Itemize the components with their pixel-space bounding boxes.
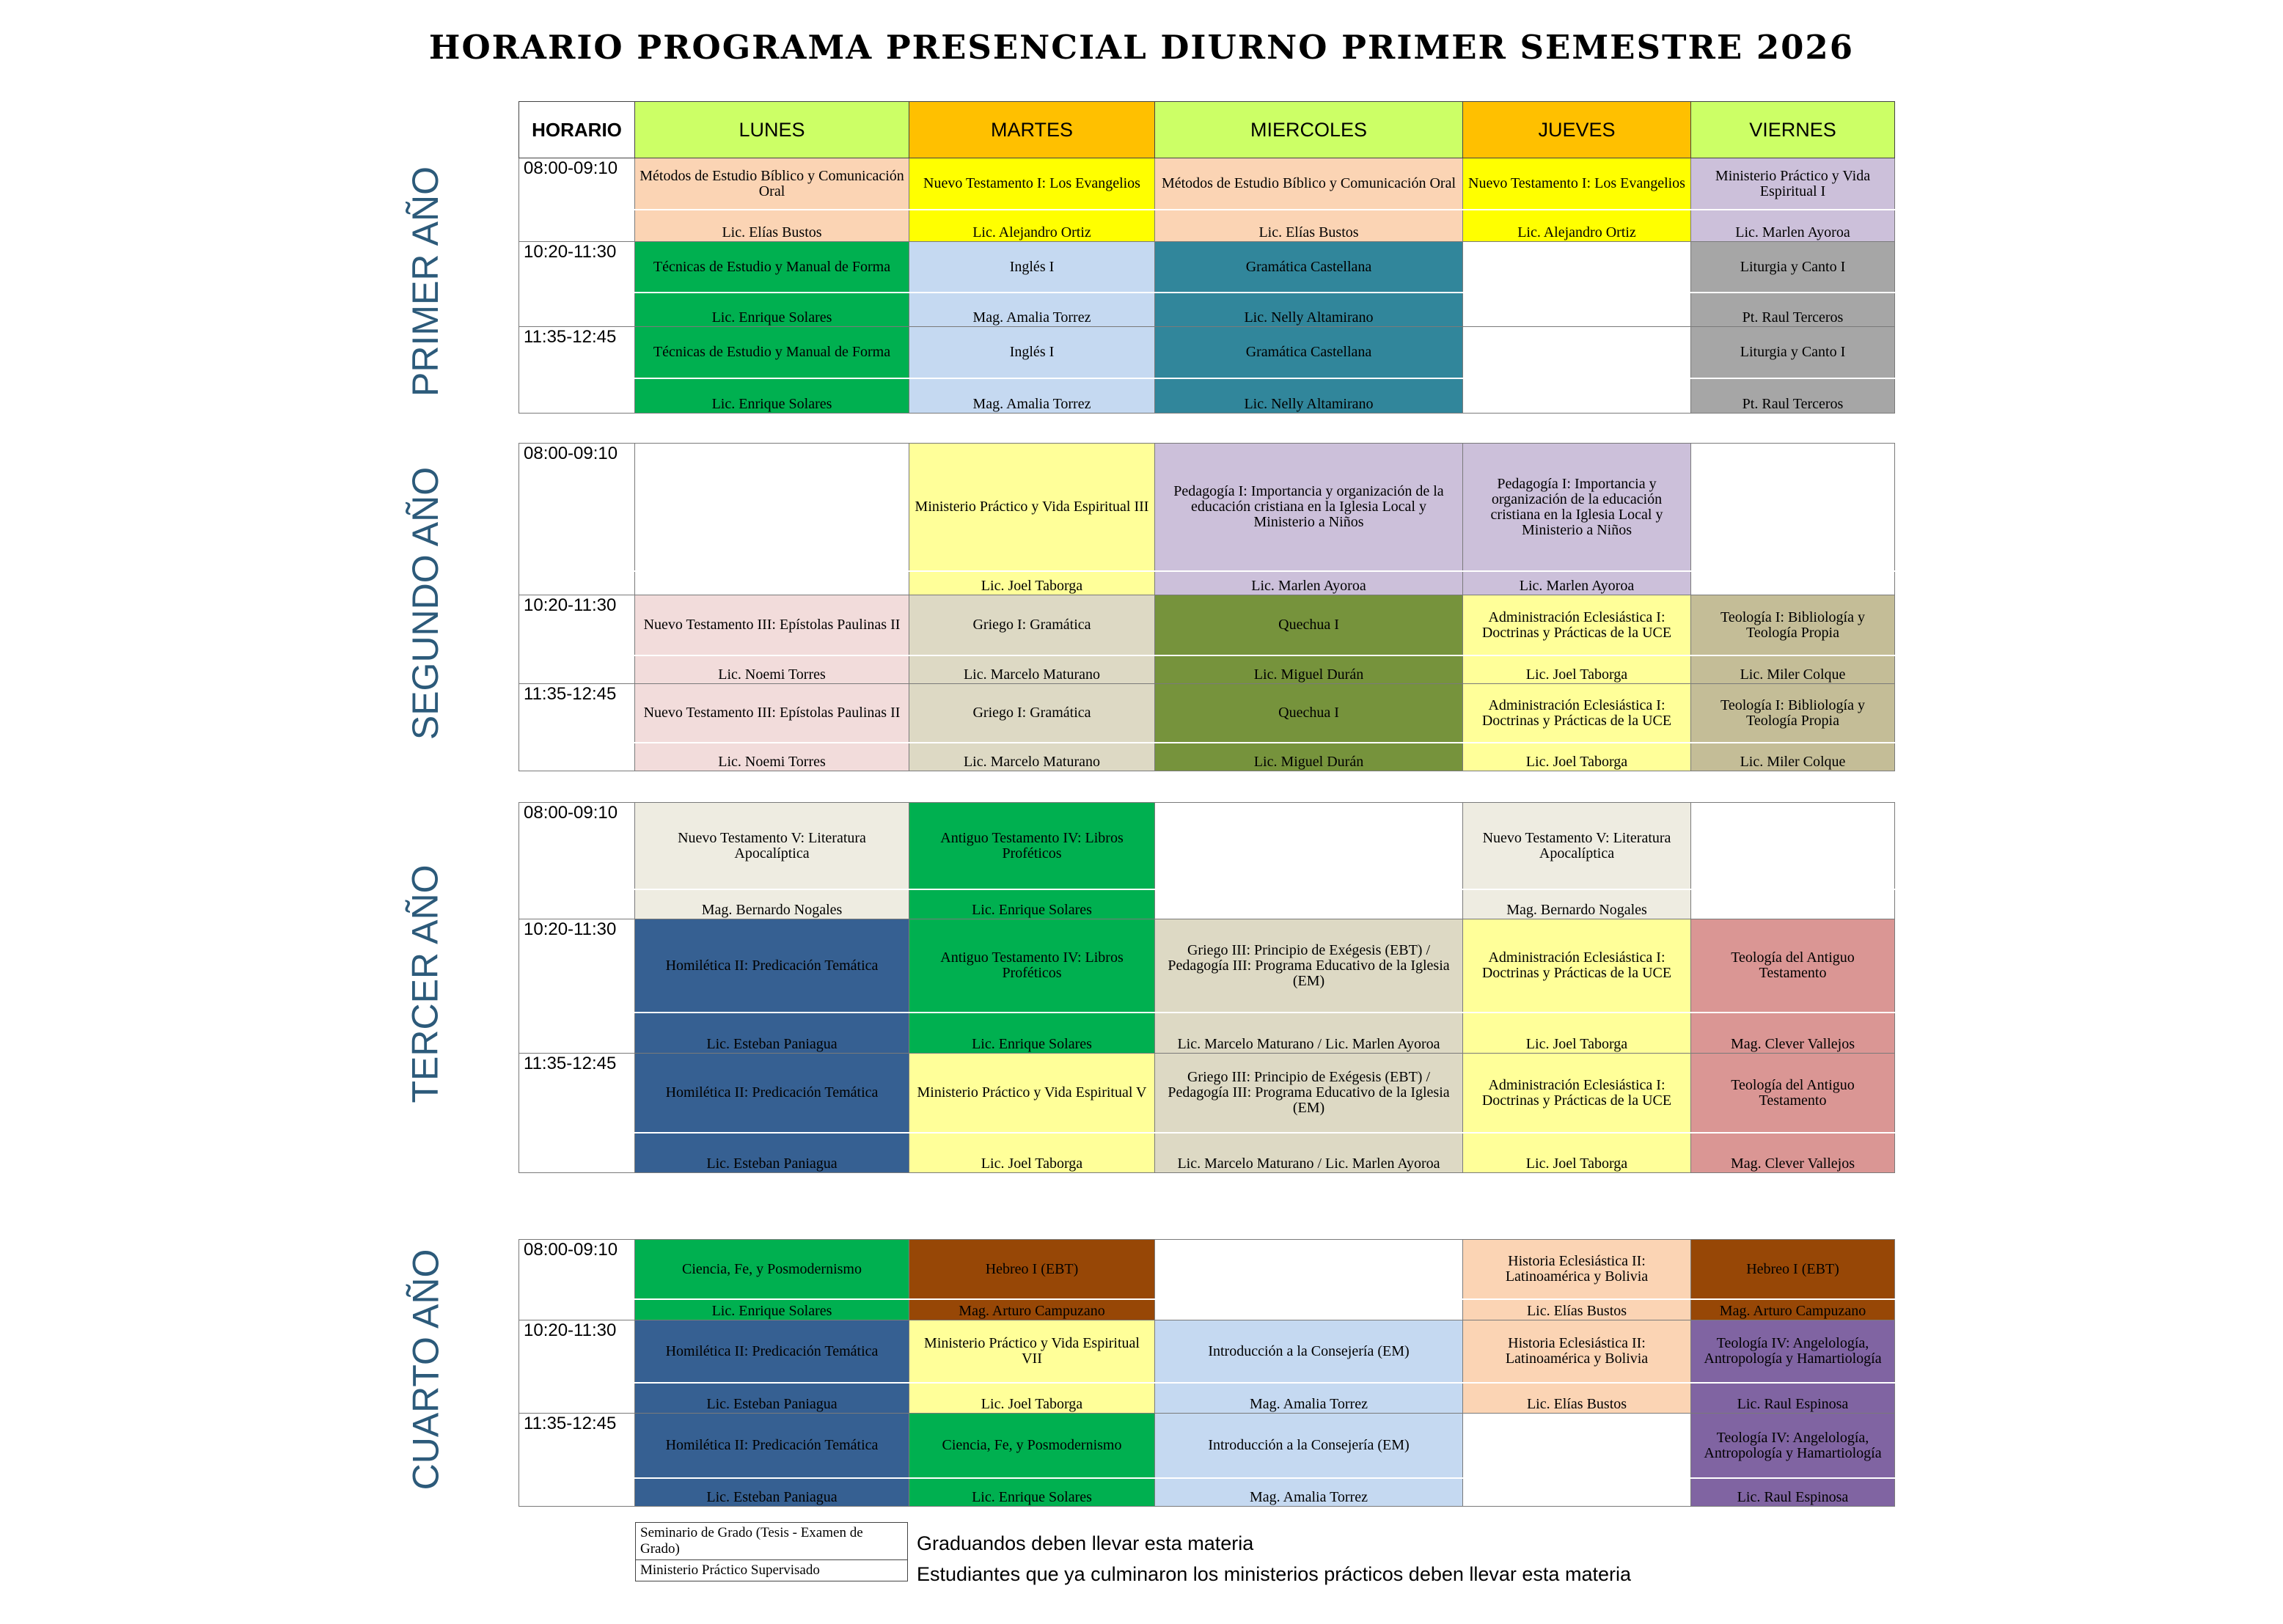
course-subject: Historia Eclesiástica II: Latinoamérica y Bolivia xyxy=(1463,1240,1691,1300)
course-subject: Administración Eclesiástica I: Doctrinas y Prácticas de la UCE xyxy=(1463,1054,1691,1134)
course-professor: Mag. Amalia Torrez xyxy=(909,293,1155,327)
time-slot: 08:00-09:10 xyxy=(519,1240,635,1320)
course-professor: Lic. Joel Taborga xyxy=(909,1383,1155,1414)
course-professor xyxy=(1463,1478,1691,1507)
course-professor: Lic. Marlen Ayoroa xyxy=(1463,571,1691,595)
course-professor: Lic. Marlen Ayoroa xyxy=(1155,571,1463,595)
course-subject: Griego III: Principio de Exégesis (EBT) / Pedagogía III: Programa Educativo de la Iglesia (EM) xyxy=(1155,919,1463,1013)
course-professor: Mag. Amalia Torrez xyxy=(1155,1383,1463,1414)
course-subject: Ministerio Práctico y Vida Espiritual VII xyxy=(909,1320,1155,1384)
course-subject: Homilética II: Predicación Temática xyxy=(635,1414,909,1479)
course-professor: Mag. Amalia Torrez xyxy=(1155,1478,1463,1507)
course-professor: Mag. Bernardo Nogales xyxy=(1463,889,1691,919)
course-professor: Lic. Enrique Solares xyxy=(909,889,1155,919)
legend-row xyxy=(636,1523,908,1560)
course-subject: Teología IV: Angelología, Antropología y Hamartiología xyxy=(1691,1414,1895,1479)
professor-row xyxy=(519,1013,1895,1054)
time-slot-row xyxy=(519,327,1895,379)
course-subject xyxy=(1463,242,1691,293)
time-slot-row xyxy=(519,803,1895,890)
course-subject: Introducción a la Consejería (EM) xyxy=(1155,1414,1463,1479)
course-professor: Lic. Miler Colque xyxy=(1691,743,1895,771)
time-slot: 10:20-11:30 xyxy=(519,919,635,1054)
year-label xyxy=(374,157,477,405)
course-subject: Pedagogía I: Importancia y organización de la educación cristiana en la Iglesia Local y Ministerio a Niños xyxy=(1463,444,1691,572)
course-subject xyxy=(1155,1240,1463,1300)
course-subject: Nuevo Testamento V: Literatura Apocalíptica xyxy=(635,803,909,890)
professor-row xyxy=(519,743,1895,771)
professor-row xyxy=(519,889,1895,919)
header-horario: HORARIO xyxy=(519,102,635,158)
year-label-text: CUARTO AÑO xyxy=(405,1249,447,1490)
year-label xyxy=(374,1239,477,1499)
time-slot-row xyxy=(519,684,1895,743)
course-professor: Pt. Raul Terceros xyxy=(1691,378,1895,414)
year-label-text: PRIMER AÑO xyxy=(405,166,447,397)
course-subject: Introducción a la Consejería (EM) xyxy=(1155,1320,1463,1384)
course-professor: Lic. Elías Bustos xyxy=(1463,1299,1691,1320)
course-professor xyxy=(1691,571,1895,595)
course-professor: Lic. Raul Espinosa xyxy=(1691,1478,1895,1507)
course-subject: Quechua I xyxy=(1155,595,1463,656)
course-professor: Lic. Marlen Ayoroa xyxy=(1691,210,1895,242)
course-subject: Administración Eclesiástica I: Doctrinas y Prácticas de la UCE xyxy=(1463,684,1691,743)
course-subject: Gramática Castellana xyxy=(1155,327,1463,379)
course-professor: Lic. Miguel Durán xyxy=(1155,655,1463,684)
course-subject: Liturgia y Canto I xyxy=(1691,242,1895,293)
course-professor xyxy=(1155,889,1463,919)
course-subject xyxy=(635,444,909,572)
course-professor xyxy=(1691,889,1895,919)
page-title: HORARIO PROGRAMA PRESENCIAL DIURNO PRIMER SEMESTRE 2026 xyxy=(428,28,1855,67)
legend-table xyxy=(635,1522,908,1581)
course-professor: Lic. Joel Taborga xyxy=(1463,655,1691,684)
time-slot: 11:35-12:45 xyxy=(519,1054,635,1173)
legend-label: Seminario de Grado (Tesis - Examen de Grado) xyxy=(636,1523,908,1560)
course-subject: Homilética II: Predicación Temática xyxy=(635,1320,909,1384)
course-professor: Lic. Elías Bustos xyxy=(1463,1383,1691,1414)
course-subject: Ciencia, Fe, y Posmodernismo xyxy=(909,1414,1155,1479)
course-subject: Ministerio Práctico y Vida Espiritual III xyxy=(909,444,1155,572)
course-subject xyxy=(1691,803,1895,890)
course-subject: Griego I: Gramática xyxy=(909,595,1155,656)
course-subject: Griego I: Gramática xyxy=(909,684,1155,743)
course-subject xyxy=(1463,327,1691,379)
time-slot-row xyxy=(519,242,1895,293)
schedule-table xyxy=(518,443,1895,771)
time-slot-row xyxy=(519,444,1895,572)
course-professor: Lic. Miguel Durán xyxy=(1155,743,1463,771)
course-subject: Gramática Castellana xyxy=(1155,242,1463,293)
time-slot-row xyxy=(519,1240,1895,1300)
course-professor: Lic. Elías Bustos xyxy=(1155,210,1463,242)
course-subject: Métodos de Estudio Bíblico y Comunicación Oral xyxy=(635,158,909,210)
professor-row xyxy=(519,293,1895,327)
course-subject: Teología del Antiguo Testamento xyxy=(1691,919,1895,1013)
time-slot-row xyxy=(519,158,1895,210)
header-day: MARTES xyxy=(909,102,1155,158)
time-slot: 08:00-09:10 xyxy=(519,158,635,242)
professor-row xyxy=(519,655,1895,684)
course-professor: Lic. Marcelo Maturano xyxy=(909,743,1155,771)
time-slot-row xyxy=(519,919,1895,1013)
time-slot-row xyxy=(519,1054,1895,1134)
course-professor: Lic. Noemi Torres xyxy=(635,655,909,684)
course-professor: Lic. Alejandro Ortiz xyxy=(909,210,1155,242)
course-professor: Lic. Joel Taborga xyxy=(909,571,1155,595)
course-professor: Lic. Marcelo Maturano / Lic. Marlen Ayoroa xyxy=(1155,1133,1463,1173)
course-subject: Hebreo I (EBT) xyxy=(909,1240,1155,1300)
course-professor xyxy=(1463,293,1691,327)
course-professor: Lic. Elías Bustos xyxy=(635,210,909,242)
course-subject: Inglés I xyxy=(909,327,1155,379)
course-professor: Lic. Marcelo Maturano xyxy=(909,655,1155,684)
course-professor: Mag. Arturo Campuzano xyxy=(1691,1299,1895,1320)
year-label-text: SEGUNDO AÑO xyxy=(405,466,447,741)
professor-row xyxy=(519,378,1895,414)
professor-row xyxy=(519,1478,1895,1507)
course-subject xyxy=(1463,1414,1691,1479)
course-professor: Lic. Joel Taborga xyxy=(909,1133,1155,1173)
legend-note: Estudiantes que ya culminaron los ministerios prácticos deben llevar esta materia xyxy=(917,1563,1631,1585)
time-slot: 11:35-12:45 xyxy=(519,1414,635,1507)
course-professor: Lic. Raul Espinosa xyxy=(1691,1383,1895,1414)
year-label xyxy=(374,443,477,764)
legend-label: Ministerio Práctico Supervisado xyxy=(636,1559,908,1581)
course-subject xyxy=(1691,444,1895,572)
schedule-table xyxy=(518,802,1895,1173)
course-professor: Lic. Noemi Torres xyxy=(635,743,909,771)
course-subject: Inglés I xyxy=(909,242,1155,293)
course-subject: Nuevo Testamento III: Epístolas Paulinas II xyxy=(635,684,909,743)
course-professor: Mag. Clever Vallejos xyxy=(1691,1133,1895,1173)
course-subject: Hebreo I (EBT) xyxy=(1691,1240,1895,1300)
course-professor xyxy=(1155,1299,1463,1320)
time-slot: 10:20-11:30 xyxy=(519,1320,635,1414)
course-subject: Pedagogía I: Importancia y organización de la educación cristiana en la Iglesia Local y Ministerio a Niños xyxy=(1155,444,1463,572)
legend-note: Graduandos deben llevar esta materia xyxy=(917,1532,1254,1554)
course-subject: Antiguo Testamento IV: Libros Proféticos xyxy=(909,919,1155,1013)
course-subject: Teología I: Bibliología y Teología Propia xyxy=(1691,595,1895,656)
course-professor: Lic. Enrique Solares xyxy=(909,1478,1155,1507)
course-subject: Homilética II: Predicación Temática xyxy=(635,919,909,1013)
course-professor: Mag. Amalia Torrez xyxy=(909,378,1155,414)
time-slot-row xyxy=(519,595,1895,656)
year-label-text: TERCER AÑO xyxy=(405,864,446,1103)
time-slot-row xyxy=(519,1320,1895,1384)
course-subject: Ministerio Práctico y Vida Espiritual V xyxy=(909,1054,1155,1134)
time-slot: 08:00-09:10 xyxy=(519,444,635,595)
course-professor: Pt. Raul Terceros xyxy=(1691,293,1895,327)
course-subject: Nuevo Testamento V: Literatura Apocalíptica xyxy=(1463,803,1691,890)
time-slot: 11:35-12:45 xyxy=(519,327,635,414)
course-professor xyxy=(1463,378,1691,414)
course-subject: Teología del Antiguo Testamento xyxy=(1691,1054,1895,1134)
header-day: JUEVES xyxy=(1463,102,1691,158)
course-subject: Administración Eclesiástica I: Doctrinas y Prácticas de la UCE xyxy=(1463,595,1691,656)
course-subject: Ministerio Práctico y Vida Espiritual I xyxy=(1691,158,1895,210)
course-professor: Lic. Esteban Paniagua xyxy=(635,1478,909,1507)
course-subject: Nuevo Testamento I: Los Evangelios xyxy=(1463,158,1691,210)
course-subject: Quechua I xyxy=(1155,684,1463,743)
header-row xyxy=(519,102,1895,158)
course-subject: Teología IV: Angelología, Antropología y Hamartiología xyxy=(1691,1320,1895,1384)
professor-row xyxy=(519,210,1895,242)
course-subject: Métodos de Estudio Bíblico y Comunicación Oral xyxy=(1155,158,1463,210)
year-label xyxy=(374,802,477,1166)
schedule-table xyxy=(518,1239,1895,1507)
course-subject: Técnicas de Estudio y Manual de Forma xyxy=(635,327,909,379)
course-professor: Lic. Enrique Solares xyxy=(635,1299,909,1320)
course-professor: Lic. Esteban Paniagua xyxy=(635,1013,909,1054)
course-subject: Teología I: Bibliología y Teología Propia xyxy=(1691,684,1895,743)
course-professor: Lic. Joel Taborga xyxy=(1463,1013,1691,1054)
course-professor: Lic. Nelly Altamirano xyxy=(1155,293,1463,327)
course-subject: Nuevo Testamento III: Epístolas Paulinas II xyxy=(635,595,909,656)
course-professor: Lic. Esteban Paniagua xyxy=(635,1133,909,1173)
course-professor: Lic. Enrique Solares xyxy=(635,293,909,327)
time-slot: 11:35-12:45 xyxy=(519,684,635,771)
course-professor: Lic. Nelly Altamirano xyxy=(1155,378,1463,414)
course-professor: Lic. Joel Taborga xyxy=(1463,743,1691,771)
course-subject: Técnicas de Estudio y Manual de Forma xyxy=(635,242,909,293)
time-slot: 10:20-11:30 xyxy=(519,595,635,684)
course-subject: Antiguo Testamento IV: Libros Proféticos xyxy=(909,803,1155,890)
professor-row xyxy=(519,1383,1895,1414)
course-professor: Mag. Bernardo Nogales xyxy=(635,889,909,919)
time-slot-row xyxy=(519,1414,1895,1479)
course-professor: Mag. Arturo Campuzano xyxy=(909,1299,1155,1320)
course-subject: Nuevo Testamento I: Los Evangelios xyxy=(909,158,1155,210)
course-subject: Historia Eclesiástica II: Latinoamérica y Bolivia xyxy=(1463,1320,1691,1384)
course-professor: Mag. Clever Vallejos xyxy=(1691,1013,1895,1054)
course-professor: Lic. Miler Colque xyxy=(1691,655,1895,684)
professor-row xyxy=(519,1133,1895,1173)
header-day: LUNES xyxy=(635,102,909,158)
professor-row xyxy=(519,1299,1895,1320)
course-professor: Lic. Alejandro Ortiz xyxy=(1463,210,1691,242)
header-day: MIERCOLES xyxy=(1155,102,1463,158)
schedule-table xyxy=(518,101,1895,414)
course-subject: Liturgia y Canto I xyxy=(1691,327,1895,379)
course-subject: Homilética II: Predicación Temática xyxy=(635,1054,909,1134)
professor-row xyxy=(519,571,1895,595)
course-subject: Administración Eclesiástica I: Doctrinas y Prácticas de la UCE xyxy=(1463,919,1691,1013)
legend-row xyxy=(636,1559,908,1581)
time-slot: 10:20-11:30 xyxy=(519,242,635,327)
header-day: VIERNES xyxy=(1691,102,1895,158)
course-subject: Griego III: Principio de Exégesis (EBT) / Pedagogía III: Programa Educativo de la Iglesia (EM) xyxy=(1155,1054,1463,1134)
course-professor: Lic. Enrique Solares xyxy=(909,1013,1155,1054)
time-slot: 08:00-09:10 xyxy=(519,803,635,919)
course-subject: Ciencia, Fe, y Posmodernismo xyxy=(635,1240,909,1300)
course-professor: Lic. Esteban Paniagua xyxy=(635,1383,909,1414)
course-subject xyxy=(1155,803,1463,890)
course-professor: Lic. Joel Taborga xyxy=(1463,1133,1691,1173)
course-professor: Lic. Enrique Solares xyxy=(635,378,909,414)
course-professor xyxy=(635,571,909,595)
course-professor: Lic. Marcelo Maturano / Lic. Marlen Ayoroa xyxy=(1155,1013,1463,1054)
